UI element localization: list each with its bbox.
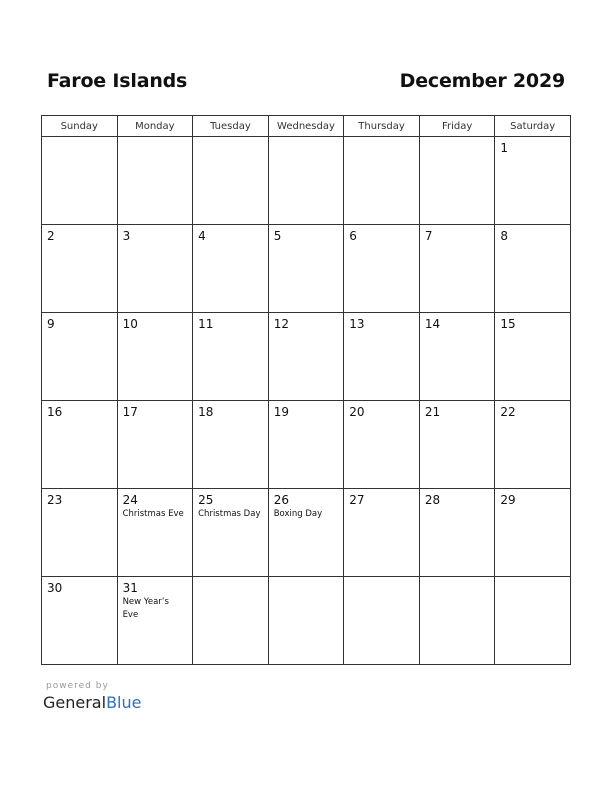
day-number: 5 (273, 229, 282, 243)
week-row (42, 489, 571, 577)
day-cell (495, 401, 571, 489)
empty-day-cell (117, 137, 193, 225)
weekday-friday: Friday (419, 116, 495, 137)
day-cell (344, 225, 420, 313)
day-number: 19 (273, 405, 289, 419)
calendar-header (47, 70, 565, 92)
empty-day-cell (193, 577, 269, 665)
day-cell (42, 489, 118, 577)
day-number: 21 (424, 405, 441, 419)
day-number: 29 (500, 493, 516, 507)
day-cell (268, 401, 344, 489)
weekday-tuesday: Tuesday (193, 116, 269, 137)
holiday-label: Boxing Day (273, 509, 323, 519)
day-number: 15 (500, 317, 516, 331)
day-number: 25 (198, 493, 214, 507)
weekday-monday: Monday (117, 116, 193, 137)
day-cell (42, 313, 118, 401)
day-number: 2 (47, 229, 55, 243)
day-cell (419, 313, 495, 401)
empty-day-cell (344, 577, 420, 665)
empty-day-cell (193, 137, 269, 225)
day-cell (117, 401, 193, 489)
day-number: 31 (122, 581, 138, 595)
day-cell (268, 313, 344, 401)
weekday-wednesday: Wednesday (268, 116, 344, 137)
day-number: 9 (47, 317, 55, 331)
weekday-saturday: Saturday (495, 116, 571, 137)
empty-day-cell (42, 137, 118, 225)
holiday-label: New Year’s Eve (122, 597, 169, 620)
empty-day-cell (268, 577, 344, 665)
day-cell (495, 225, 571, 313)
day-cell (42, 401, 118, 489)
brand-logo-part2: Blue (106, 693, 142, 712)
day-cell (42, 577, 118, 665)
day-number: 24 (122, 493, 138, 507)
empty-day-cell (419, 577, 495, 665)
day-cell (419, 401, 495, 489)
day-cell (117, 313, 193, 401)
empty-day-cell (344, 137, 420, 225)
brand-logo (43, 693, 141, 712)
day-cell (193, 401, 269, 489)
holiday-label: Christmas Eve (122, 509, 184, 519)
day-cell (268, 225, 344, 313)
day-cell (268, 489, 344, 577)
day-number: 11 (198, 317, 214, 331)
month-title: December 2029 (399, 70, 565, 92)
day-cell (495, 489, 571, 577)
day-number: 22 (500, 405, 516, 419)
day-cell (193, 225, 269, 313)
day-number: 14 (424, 317, 441, 331)
day-number: 7 (424, 229, 433, 243)
day-cell (344, 401, 420, 489)
footer (43, 681, 141, 712)
day-cell (344, 489, 420, 577)
day-number: 8 (500, 229, 509, 243)
day-number: 4 (198, 229, 206, 243)
day-cell (117, 489, 193, 577)
day-number: 23 (47, 493, 63, 507)
day-number: 12 (273, 317, 289, 331)
weekday-header-row (42, 116, 571, 137)
day-number: 26 (273, 493, 289, 507)
empty-day-cell (495, 577, 571, 665)
day-number: 28 (424, 493, 441, 507)
holiday-label: Christmas Day (198, 509, 261, 519)
weekday-thursday: Thursday (344, 116, 420, 137)
week-row (42, 577, 571, 665)
week-row (42, 401, 571, 489)
day-number: 16 (47, 405, 63, 419)
day-cell (419, 489, 495, 577)
day-number: 20 (349, 405, 365, 419)
day-cell (495, 137, 571, 225)
day-cell (193, 489, 269, 577)
calendar-grid (41, 115, 571, 665)
day-number: 13 (349, 317, 365, 331)
day-number: 3 (122, 229, 131, 243)
day-cell (495, 313, 571, 401)
day-number: 1 (500, 141, 509, 155)
day-number: 17 (122, 405, 138, 419)
day-number: 30 (47, 581, 63, 595)
country-title: Faroe Islands (47, 70, 188, 92)
empty-day-cell (268, 137, 344, 225)
week-row (42, 137, 571, 225)
day-number: 18 (198, 405, 214, 419)
day-number: 6 (349, 229, 357, 243)
week-row (42, 225, 571, 313)
powered-by-text: powered by (46, 681, 109, 691)
day-cell (117, 225, 193, 313)
day-cell (344, 313, 420, 401)
day-number: 27 (349, 493, 365, 507)
brand-logo-part1: General (43, 693, 107, 712)
empty-day-cell (419, 137, 495, 225)
day-cell (42, 225, 118, 313)
day-cell (419, 225, 495, 313)
day-number: 10 (122, 317, 138, 331)
day-cell (117, 577, 193, 665)
weekday-sunday: Sunday (42, 116, 118, 137)
day-cell (193, 313, 269, 401)
week-row (42, 313, 571, 401)
